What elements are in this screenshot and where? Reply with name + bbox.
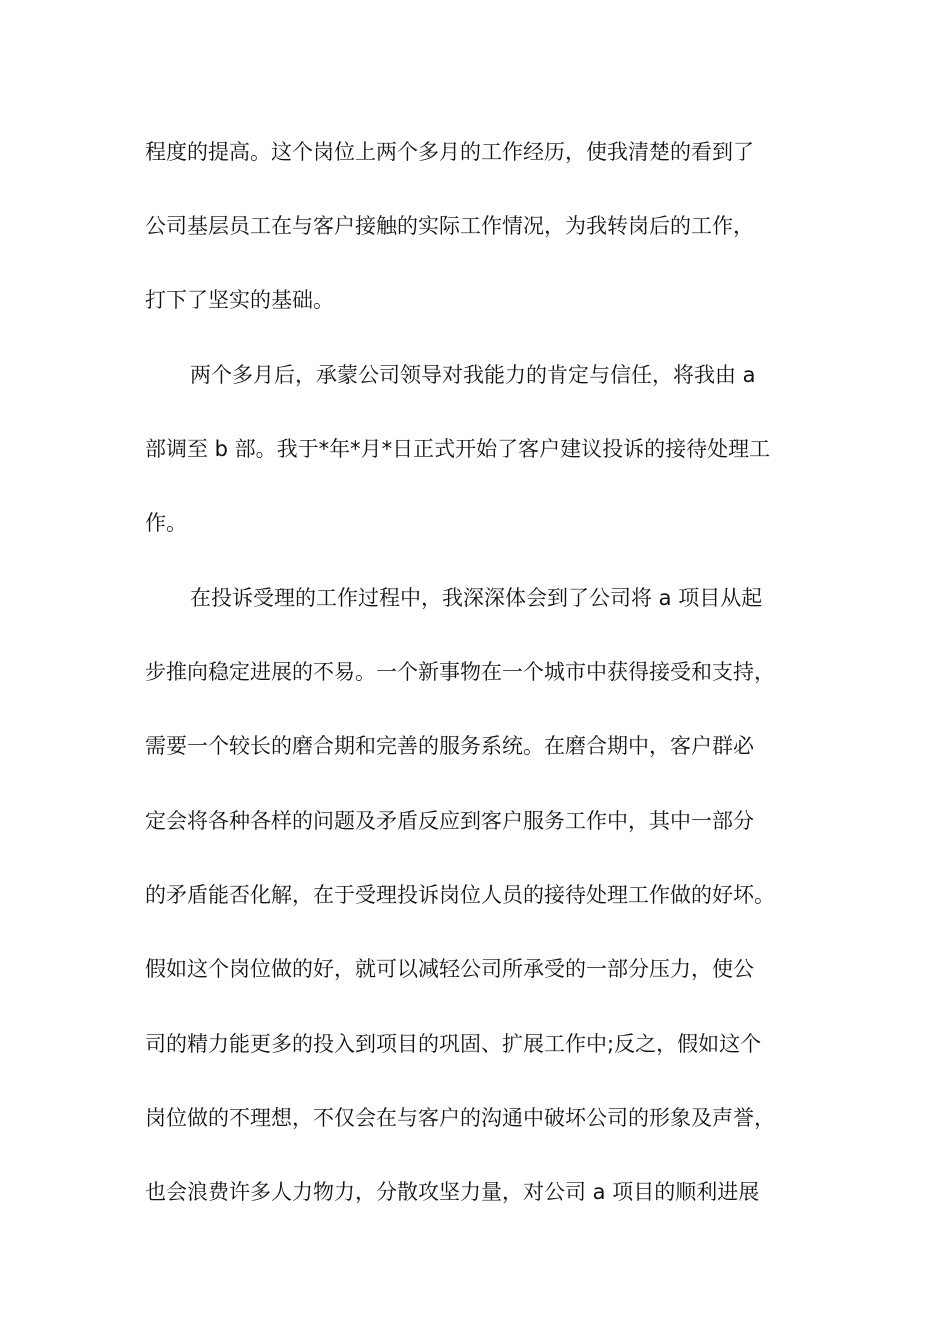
- text-line: 岗位做的不理想，不仅会在与客户的沟通中破坏公司的形象及声誉，: [145, 1106, 775, 1130]
- text-line: 也会浪费许多人力物力，分散攻坚力量，对公司 a 项目的顺利进展: [145, 1180, 760, 1204]
- text-line: 两个多月后，承蒙公司领导对我能力的肯定与信任，将我由 a: [190, 363, 756, 387]
- text-line: 部调至 b 部。我于*年*月*日正式开始了客户建议投诉的接待处理工: [145, 437, 771, 461]
- text-line: 需要一个较长的磨合期和完善的服务系统。在磨合期中，客户群必: [145, 734, 754, 758]
- text-line: 打下了坚实的基础。: [145, 288, 334, 312]
- text-line: 程度的提高。这个岗位上两个多月的工作经历，使我清楚的看到了: [145, 140, 754, 164]
- text-line: 在投诉受理的工作过程中，我深深体会到了公司将 a 项目从起: [190, 586, 763, 610]
- text-line: 作。: [145, 511, 187, 535]
- text-line: 公司基层员工在与客户接触的实际工作情况，为我转岗后的工作，: [145, 214, 754, 238]
- text-line: 的矛盾能否化解，在于受理投诉岗位人员的接待处理工作做的好坏。: [145, 883, 775, 907]
- text-line: 定会将各种各样的问题及矛盾反应到客户服务工作中，其中一部分: [145, 809, 754, 833]
- text-line: 司的精力能更多的投入到项目的巩固、扩展工作中;反之，假如这个: [145, 1032, 762, 1056]
- text-line: 步推向稳定进展的不易。一个新事物在一个城市中获得接受和支持，: [145, 660, 775, 684]
- text-line: 假如这个岗位做的好，就可以减轻公司所承受的一部分压力，使公: [145, 957, 754, 981]
